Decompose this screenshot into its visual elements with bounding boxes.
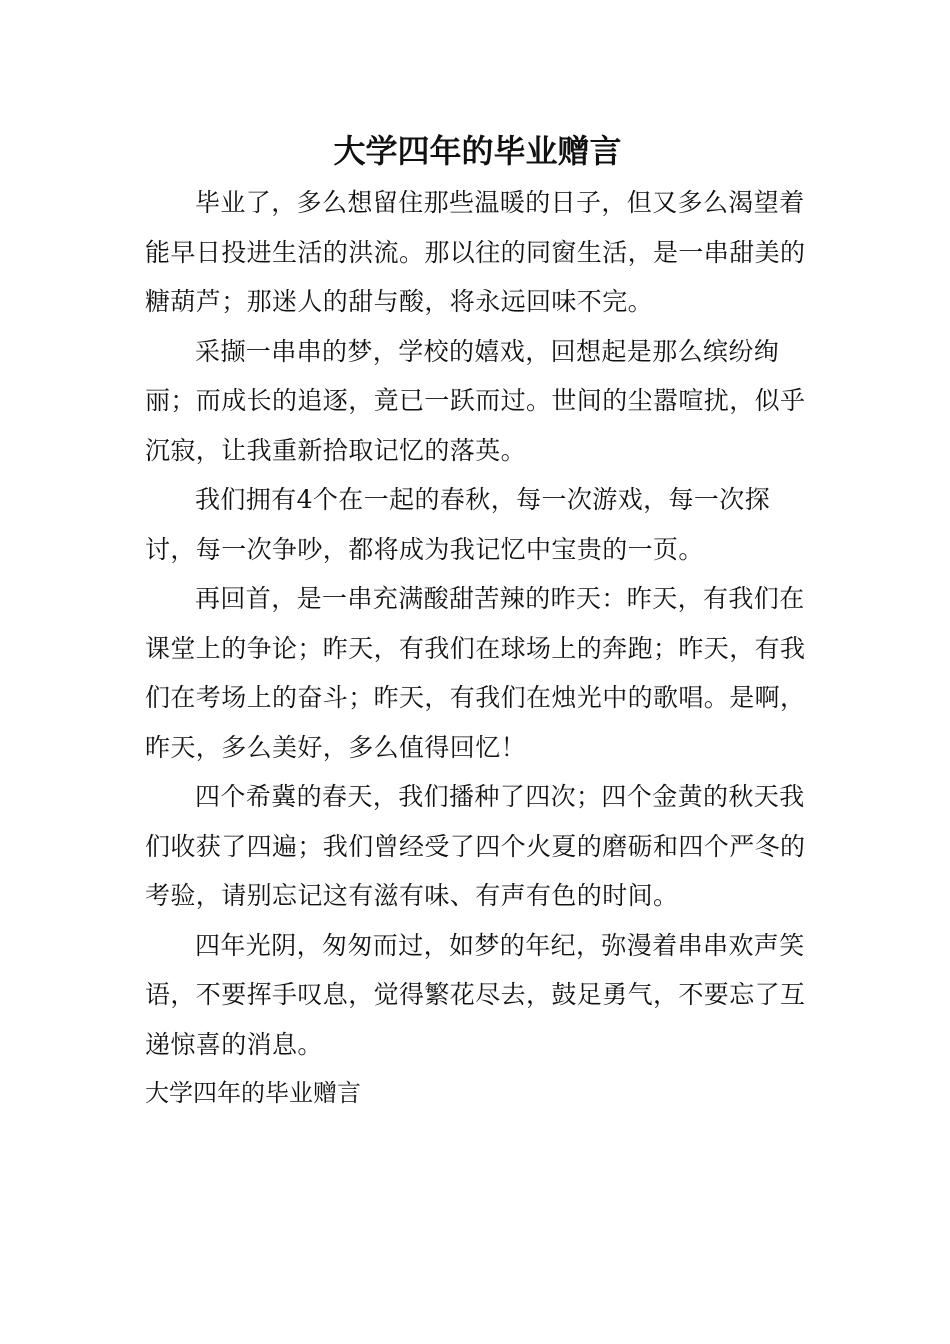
paragraph-6: 四年光阴，匆匆而过，如梦的年纪，弥漫着串串欢声笑语，不要挥手叹息，觉得繁花尽去，鼓足勇气，不要忘了互递惊喜的消息。 xyxy=(145,930,806,1059)
document-page xyxy=(145,130,810,1119)
document-title: 大学四年的毕业赠言 xyxy=(333,132,622,170)
paragraph-4: 再回首，是一串充满酸甜苦辣的昨天：昨天，有我们在课堂上的争论；昨天，有我们在球场上的奔跑；昨天，有我们在考场上的奋斗；昨天，有我们在烛光中的歌唱。是啊，昨天，多么美好，多么值得回忆！ xyxy=(145,584,806,762)
footer-title: 大学四年的毕业赠言 xyxy=(145,1079,361,1107)
paragraph-3: 我们拥有4个在一起的春秋，每一次游戏，每一次探讨，每一次争吵，都将成为我记忆中宝贵的一页。 xyxy=(145,485,771,564)
paragraph-2: 采撷一串串的梦，学校的嬉戏，回想起是那么缤纷绚丽；而成长的追逐，竟已一跃而过。世间的尘嚣喧扰，似乎沉寂，让我重新拾取记忆的落英。 xyxy=(145,336,806,465)
paragraph-1: 毕业了，多么想留住那些温暖的日子，但又多么渴望着能早日投进生活的洪流。那以往的同窗生活，是一串甜美的糖葫芦；那迷人的甜与酸，将永远回味不完。 xyxy=(145,188,806,316)
paragraph-5: 四个希冀的春天，我们播种了四次；四个金黄的秋天我们收获了四遍；我们曾经受了四个火夏的磨砺和四个严冬的考验，请别忘记这有滋有味、有声有色的时间。 xyxy=(145,782,806,910)
